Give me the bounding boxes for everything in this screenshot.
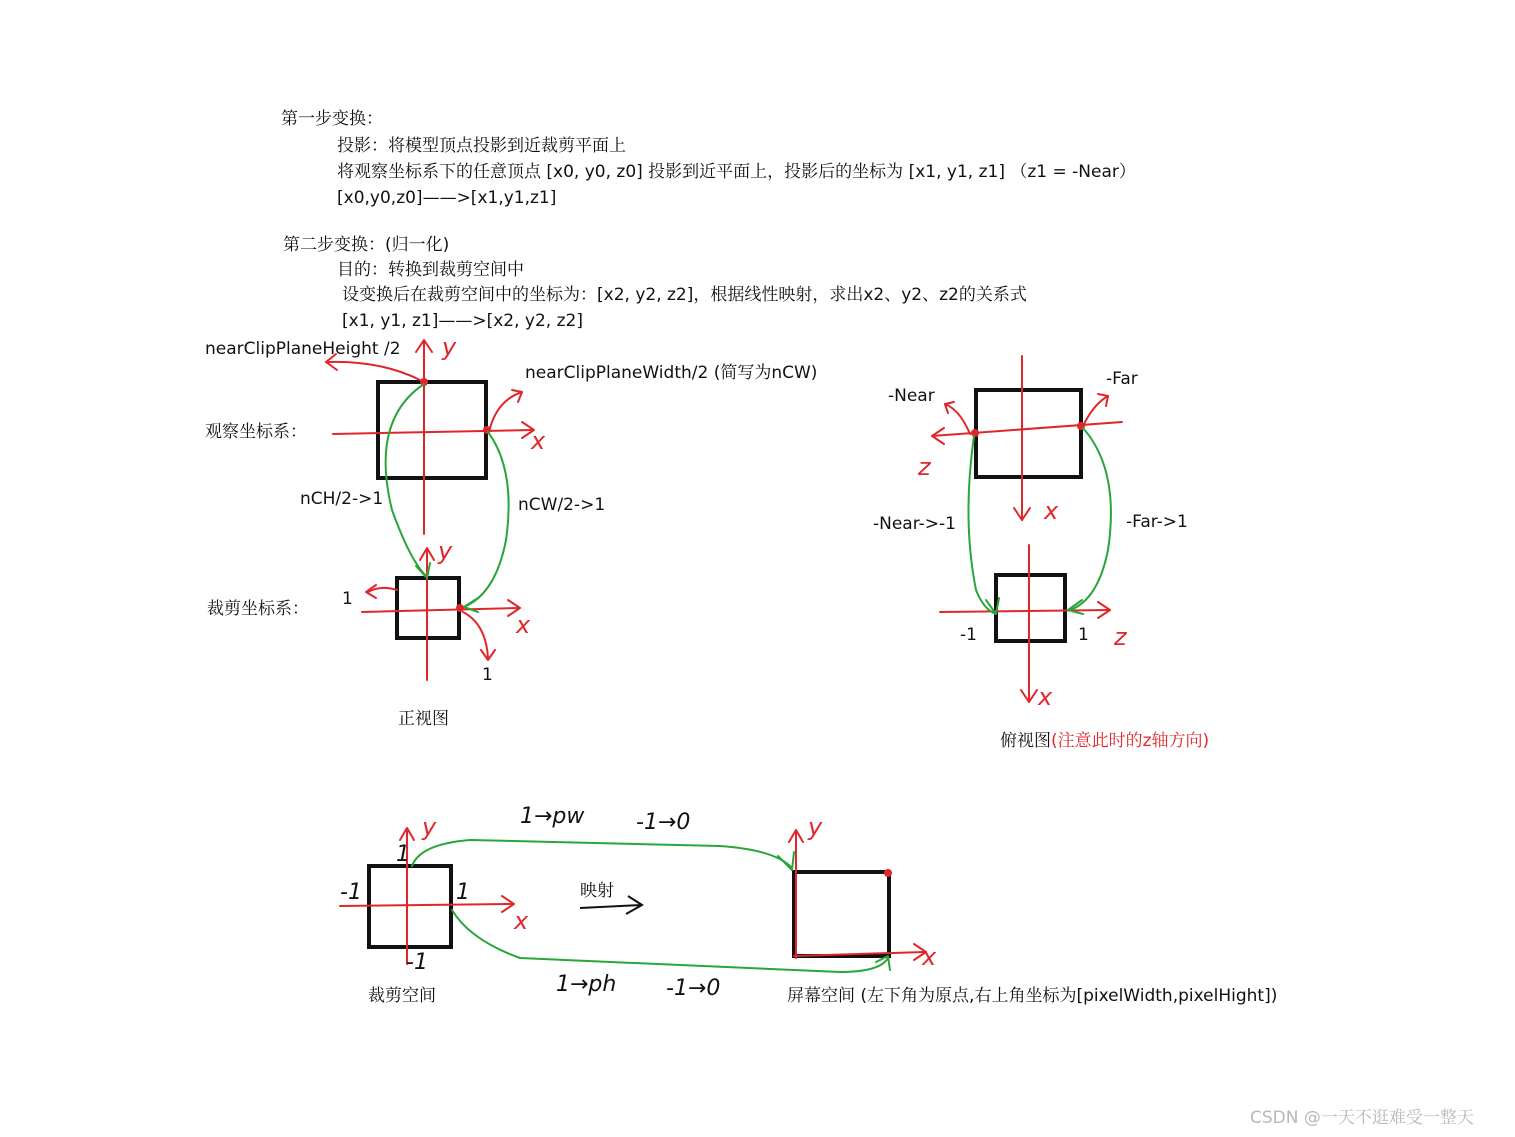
top-view-box [976, 390, 1081, 477]
hw-x-clip: x [514, 907, 529, 935]
step1-title: 第一步变换： [281, 109, 383, 129]
front-view-diagram [326, 340, 534, 680]
nch-map-label: nCH/2->1 [300, 489, 384, 509]
far-label: -Far [1106, 369, 1138, 389]
top-view-caption-main: 俯视图 [1000, 731, 1051, 751]
hw-x-top: x [531, 427, 546, 455]
top-clip-z-axis [940, 610, 1110, 612]
bottom-map1: 1→ph [556, 972, 617, 997]
top-z-axis [932, 422, 1122, 436]
top-view-diagram [932, 356, 1122, 702]
clip-one-bottom: 1 [482, 665, 493, 685]
top-map2: -1→0 [636, 810, 691, 835]
clip-bottom-curve [463, 612, 488, 658]
far-mapping-curve [1070, 428, 1111, 610]
top-clip-box [996, 575, 1065, 641]
hw-x-top-view: x [1044, 497, 1059, 525]
near-mapping-curve [968, 436, 996, 614]
hw-x-bottom-view: x [1038, 683, 1053, 711]
clip-coord-label: 裁剪坐标系： [207, 599, 309, 619]
step2-title: 第二步变换：(归一化) [283, 235, 450, 255]
step2-line2: 设变换后在裁剪空间中的坐标为：[x2, y2, z2]，根据线性映射，求出x2、y2、z2的关系式 [342, 285, 1027, 305]
mapping-label: 映射 [580, 881, 614, 901]
step1-line1: 投影：将模型顶点投影到近裁剪平面上 [337, 136, 626, 156]
top-mapping-curve [412, 840, 792, 868]
screen-space-box [794, 872, 889, 956]
near-map-label: -Near->-1 [873, 514, 956, 534]
hw-x-bottom: x [516, 611, 531, 639]
near-label: -Near [888, 386, 935, 406]
view-x-axis [333, 430, 532, 434]
clip-space-label: 裁剪空间 [368, 986, 436, 1006]
clip-minus-one-left: -1 [340, 880, 362, 905]
step2-line3: [x1, y1, z1]——>[x2, y2, z2] [342, 311, 583, 331]
clip-one-right: 1 [456, 880, 470, 905]
near-plane-box [378, 382, 486, 478]
far-map-label: -Far->1 [1126, 512, 1188, 532]
hw-z-bottom: z [1114, 623, 1127, 651]
top-one: 1 [1078, 625, 1089, 645]
front-view-caption: 正视图 [398, 709, 449, 729]
near-width-label: nearClipPlaneWidth/2 (简写为nCW) [525, 363, 818, 383]
clip-space-x-axis [340, 904, 512, 906]
clip-one-top: 1 [396, 842, 410, 867]
clip-x-axis [362, 608, 518, 612]
step2-line1: 目的：转换到裁剪空间中 [337, 260, 524, 280]
clip-one-left: 1 [342, 589, 353, 609]
view-coord-label: 观察坐标系： [205, 422, 307, 442]
clip-minus-one-bottom: -1 [406, 950, 428, 975]
step1-line3: [x0,y0,z0]——>[x1,y1,z1] [337, 188, 557, 208]
csdn-watermark: CSDN @一天不逛难受一整天 [1250, 1108, 1474, 1128]
top-view-caption-note: (注意此时的z轴方向) [1051, 731, 1210, 751]
hw-y-top: y [442, 333, 457, 361]
near-curve [945, 404, 970, 434]
near-height-label: nearClipPlaneHeight /2 [205, 339, 401, 359]
step1-line2: 将观察坐标系下的任意顶点 [x0, y0, z0] 投影到近平面上，投影后的坐标为 [x1, y1, z1] （z1 = -Near） [337, 162, 1136, 182]
bottom-map2: -1→0 [666, 976, 721, 1001]
width-curve [490, 392, 522, 428]
ncw-map-label: nCW/2->1 [518, 495, 606, 515]
far-curve [1084, 396, 1108, 424]
hw-y-bottom: y [438, 537, 453, 565]
top-minus-one: -1 [960, 625, 977, 645]
screen-space-label: 屏幕空间 (左下角为原点,右上角坐标为[pixelWidth,pixelHight]) [787, 986, 1278, 1006]
height-curve [326, 362, 420, 380]
hw-y-screen: y [808, 813, 823, 841]
top-view-caption [1000, 730, 1209, 752]
top-map1: 1→pw [520, 804, 585, 829]
hw-z-top: z [918, 453, 931, 481]
hw-x-screen: x [922, 943, 937, 971]
hw-y-clip: y [422, 813, 437, 841]
